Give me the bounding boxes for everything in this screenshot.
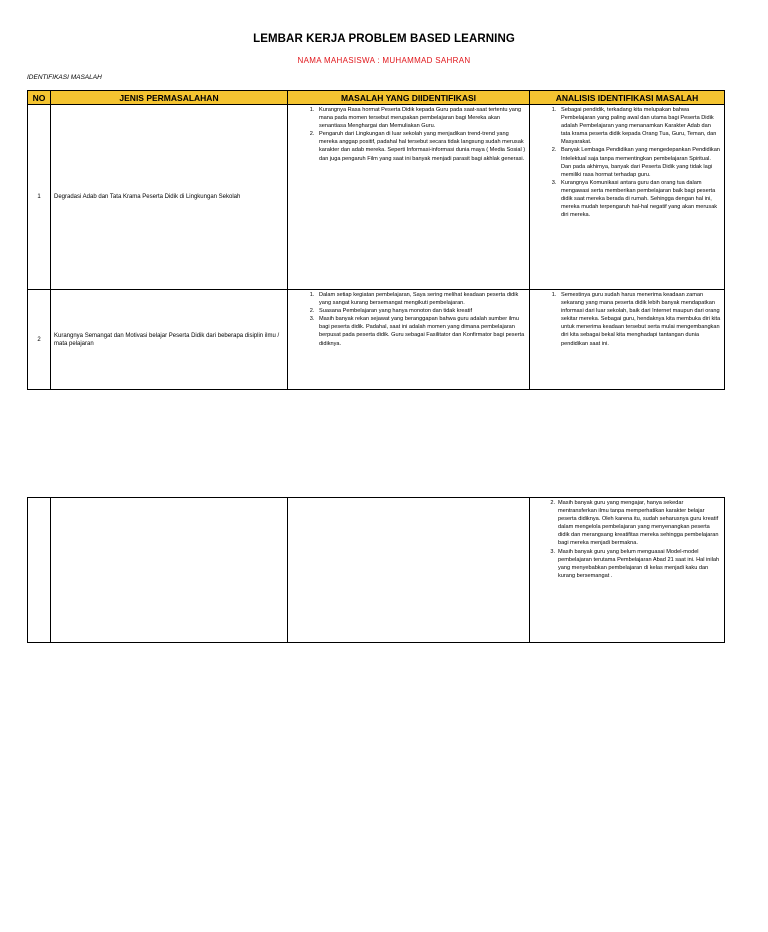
table-row — [28, 290, 725, 390]
masalah-cell — [288, 290, 530, 390]
list-number: 2. — [550, 500, 555, 506]
list-item: 2. Banyak Lembaga Pendidikan yang mengedepankan Pendidikan Intelektual saja tanpa mementingkan pembelajaran Spiritual. Dan pada akhirnya, banyak dari Peserta Didik yang tidak lagi memiliki rasa hormat terhadap guru. — [558, 146, 721, 178]
list-number: 3. — [550, 548, 555, 555]
continuation-table — [27, 497, 725, 643]
analisis-list — [530, 105, 724, 220]
jenis-cell: Degradasi Adab dan Tata Krama Peserta Didik di Lingkungan Sekolah — [51, 105, 288, 290]
analisis-cell — [530, 290, 725, 390]
list-text: Masih banyak guru yang belum menguasai Model-model pembelajaran terutama Pembelajaran Abad 21 saat ini. Hal inilah yang menyebabkan pembelajaran di kelas menjadi kaku dan kurang bersemangat . — [558, 548, 720, 579]
header-analisis: ANALISIS IDENTIFIKASI MASALAH — [530, 91, 725, 105]
continued-list — [530, 498, 724, 580]
row-number: 1 — [28, 105, 51, 290]
row-number: 2 — [28, 290, 51, 390]
header-no: NO — [28, 91, 51, 105]
list-text: Masih banyak guru yang mengajar, hanya sekedar mentransferkan ilmu tanpa memperhatikan karakter belajar peserta didiknya. Oleh karena itu, sudah seharusnya guru kreatif dalam mengelola pembelajaran yang menyenangkan peserta didik dan merangsang kreatifitas mereka sehingga pembelajaran bagi mereka menjadi bermakna. — [558, 500, 719, 547]
masalah-cell-empty — [288, 498, 530, 643]
list-item: 1. Dalam setiap kegiatan pembelajaran, Saya sering melihat keadaan peserta didik yang sangat kurang bersemangat mengikuti pembelajaran. — [316, 291, 526, 307]
list-item: 1. Semestinya guru sudah harus menerima keadaan zaman sekarang yang mana peserta didik lebih banyak mendapatkan informasi dari luar sekolah, baik dari Internet maupun dari orang sekitar mereka. Sebagai guru, hendaknya kita membuka diri kita untuk menerima keadaan tersebut serta mulai mengembangkan diri kita sebagai bekal kita menghadapi tantangan dunia pendidikan saat ini. — [558, 291, 721, 348]
masalah-cell — [288, 105, 530, 290]
problem-table — [27, 90, 725, 390]
list-item — [550, 548, 721, 580]
analisis-cell — [530, 498, 725, 643]
jenis-cell-empty — [51, 498, 288, 643]
row-number-empty — [28, 498, 51, 643]
list-item: 3. Kurangnya Komunikasi antara guru dan orang tua dalam mengawasi serta memberikan pembelajaran baik bagi peserta didik saat mereka berada di rumah. Sehingga dengan hal ini, mereka mudah terpengaruh hal-hal negatif yang akan merusak diri mereka. — [558, 179, 721, 219]
jenis-cell: Kurangnya Semangat dan Motivasi belajar Peserta Didik dari beberapa disiplin ilmu / mata pelajaran — [51, 290, 288, 390]
table-row — [28, 105, 725, 290]
list-item — [550, 499, 721, 548]
masalah-list — [288, 290, 529, 349]
header-jenis: JENIS PERMASALAHAN — [51, 91, 288, 105]
list-item: 1. Kurangnya Rasa hormat Peserta Didik kepada Guru pada saat-saat tertentu yang mana pada momen tersebut merupakan pembelajaran bagi Mereka akan senantiasa Menghargai dan Memuliakan Guru. — [316, 106, 526, 130]
table-row — [28, 498, 725, 643]
analisis-list — [530, 290, 724, 349]
page-title: LEMBAR KERJA PROBLEM BASED LEARNING — [253, 33, 515, 45]
student-name: NAMA MAHASISWA : MUHAMMAD SAHRAN — [297, 56, 471, 65]
analisis-cell — [530, 105, 725, 290]
table-header-row — [28, 91, 725, 105]
header-masalah: MASALAH YANG DIIDENTIFIKASI — [288, 91, 530, 105]
masalah-list — [288, 105, 529, 164]
list-item: 2. Suasana Pembelajaran yang hanya monoton dan tidak kreatif — [316, 307, 526, 315]
list-item: 1. Sebagai pendidik, terkadang kita melupakan bahwa Pembelajaran yang paling awal dan utama bagi Peserta Didik adalah Pembelajaran yang menanamkan Karakter Adab dan tata krama peserta didik kepada Orang Tua, Guru, Teman, dan Masyarakat. — [558, 106, 721, 146]
list-item: 2. Pengaruh dari Lingkungan di luar sekolah yang menjadikan trend-trend yang mereka anggap positif, padahal hal tersebut secara tidak langsung sudah merusak karakter dan adab mereka. Seperti Informasi-informasi dunia maya ( Media Sosial ) dan juga pengaruh Film yang saat ini banyak menjadi parasit bagi akhlak generasi. — [316, 130, 526, 162]
list-item: 3. Masih banyak rekan sejawat yang beranggapan bahwa guru adalah sumber ilmu bagi peserta didik. Padahal, saat ini adalah momen yang dimana pembelajaran berpusat pada peserta didik. Guru sebagai Fasilitator dan Konfirmator bagi peserta didiknya. — [316, 315, 526, 347]
section-label: IDENTIFIKASI MASALAH — [27, 74, 102, 81]
